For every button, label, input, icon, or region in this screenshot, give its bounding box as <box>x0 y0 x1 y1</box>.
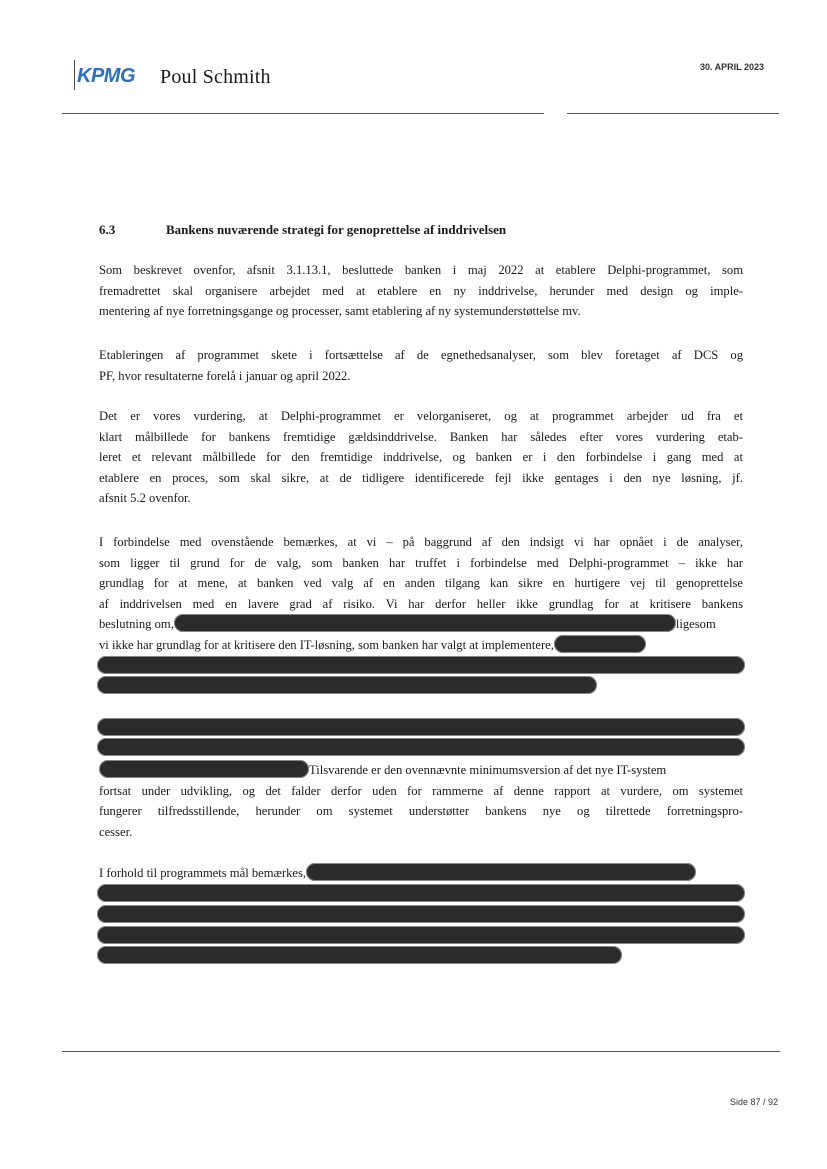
redaction-bar <box>97 738 745 756</box>
text-line: PF, hvor resultaterne forelå i januar og april 2022. <box>99 368 351 383</box>
redaction-bar <box>97 926 745 944</box>
report-date: 30. APRIL 2023 <box>700 62 765 72</box>
paragraph-1 <box>99 260 743 322</box>
redaction-bar <box>97 946 622 964</box>
text-line: grundlag for at mene, at banken ved valg af en anden tilgang kan sikre en hurtigere vej til genoprettelse <box>99 576 743 590</box>
text-line <box>99 760 743 781</box>
text-line: som ligger til grund for de valg, som banken har truffet i forbindelse med Delphi-programmet – ikke har <box>99 555 743 570</box>
redaction-bar <box>306 863 696 881</box>
header-rule-left <box>62 113 544 114</box>
text-line <box>99 863 743 884</box>
redaction-bar <box>97 884 745 902</box>
text-fragment: vi ikke har grundlag for at kritisere den IT-løsning, som banken har valgt at implementere, <box>99 637 554 652</box>
logo-divider <box>74 60 75 90</box>
text-line <box>99 614 743 635</box>
page-number: Side 87 / 92 <box>730 1097 779 1107</box>
header-rule-right <box>567 113 779 114</box>
text-line: I forbindelse med ovenstående bemærkes, at vi – på baggrund af den indsigt vi har opnået i de analyser, <box>99 535 743 549</box>
redaction-bar <box>174 614 676 632</box>
text-fragment: Tilsvarende er den ovennævnte minimumsversion af det nye IT-system <box>309 763 667 777</box>
paragraph-2 <box>99 345 743 386</box>
text-line: af inddrivelsen med en lavere grad af risiko. Vi har derfor heller ikke grundlag for at kritisere bankens <box>99 596 743 611</box>
redaction-bar <box>97 656 745 674</box>
text-line: Det er vores vurdering, at Delphi-programmet er velorganiseret, og at programmet arbejder ud fra et <box>99 409 743 423</box>
redaction-bar <box>99 760 309 778</box>
paragraph-5 <box>99 760 743 842</box>
text-line: leret et relevant målbillede for den fremtidige inddrivelse, og banken er i den forbindelse i gang med at <box>99 450 743 464</box>
text-fragment: ligesom <box>675 617 716 631</box>
section-number: 6.3 <box>99 222 116 237</box>
kpmg-logo-text: KPMG <box>77 65 135 87</box>
paragraph-4 <box>99 532 743 655</box>
text-fragment: I forhold til programmets mål bemærkes, <box>99 866 307 880</box>
firm-name: Poul Schmith <box>160 66 271 88</box>
text-line: Etableringen af programmet skete i fortsættelse af de egnethedsanalyser, som blev foretaget af DCS og <box>99 348 743 362</box>
text-fragment: beslutning om, <box>99 617 174 631</box>
text-line: afsnit 5.2 ovenfor. <box>99 491 191 505</box>
kpmg-logo <box>74 62 140 90</box>
footer-rule <box>62 1051 780 1052</box>
redaction-bar <box>554 635 646 653</box>
text-line: Som beskrevet ovenfor, afsnit 3.1.13.1, besluttede banken i maj 2022 at etablere Delphi-programmet, som <box>99 263 743 277</box>
redaction-bar <box>97 718 745 736</box>
text-line: fungerer tilfredsstillende, herunder om systemet understøtter bankens nye og tilrettede forretningspro- <box>99 804 743 818</box>
section-title: Bankens nuværende strategi for genoprettelse af inddrivelsen <box>166 222 507 237</box>
text-line <box>99 635 743 656</box>
text-line: etablere en proces, som skal sikre, at de tidligere identificerede fejl ikke gentages i den nye løsning, jf. <box>99 470 743 485</box>
paragraph-3 <box>99 406 743 509</box>
text-line: mentering af nye forretningsgange og processer, samt etablering af ny systemunderstøttelse mv. <box>99 304 581 318</box>
paragraph-6 <box>99 863 743 884</box>
text-line: klart målbillede for bankens fremtidige gældsinddrivelse. Banken har således efter vores vurdering etab- <box>99 429 743 444</box>
redaction-bar <box>97 905 745 923</box>
redaction-bar <box>97 676 597 694</box>
text-line: cesser. <box>99 824 133 839</box>
text-line: fortsat under udvikling, og det falder derfor uden for rammerne af denne rapport at vurdere, om systemet <box>99 783 743 798</box>
text-line: fremadrettet skal organisere arbejdet med at etablere en ny inddrivelse, herunder med design og imple- <box>99 283 743 298</box>
